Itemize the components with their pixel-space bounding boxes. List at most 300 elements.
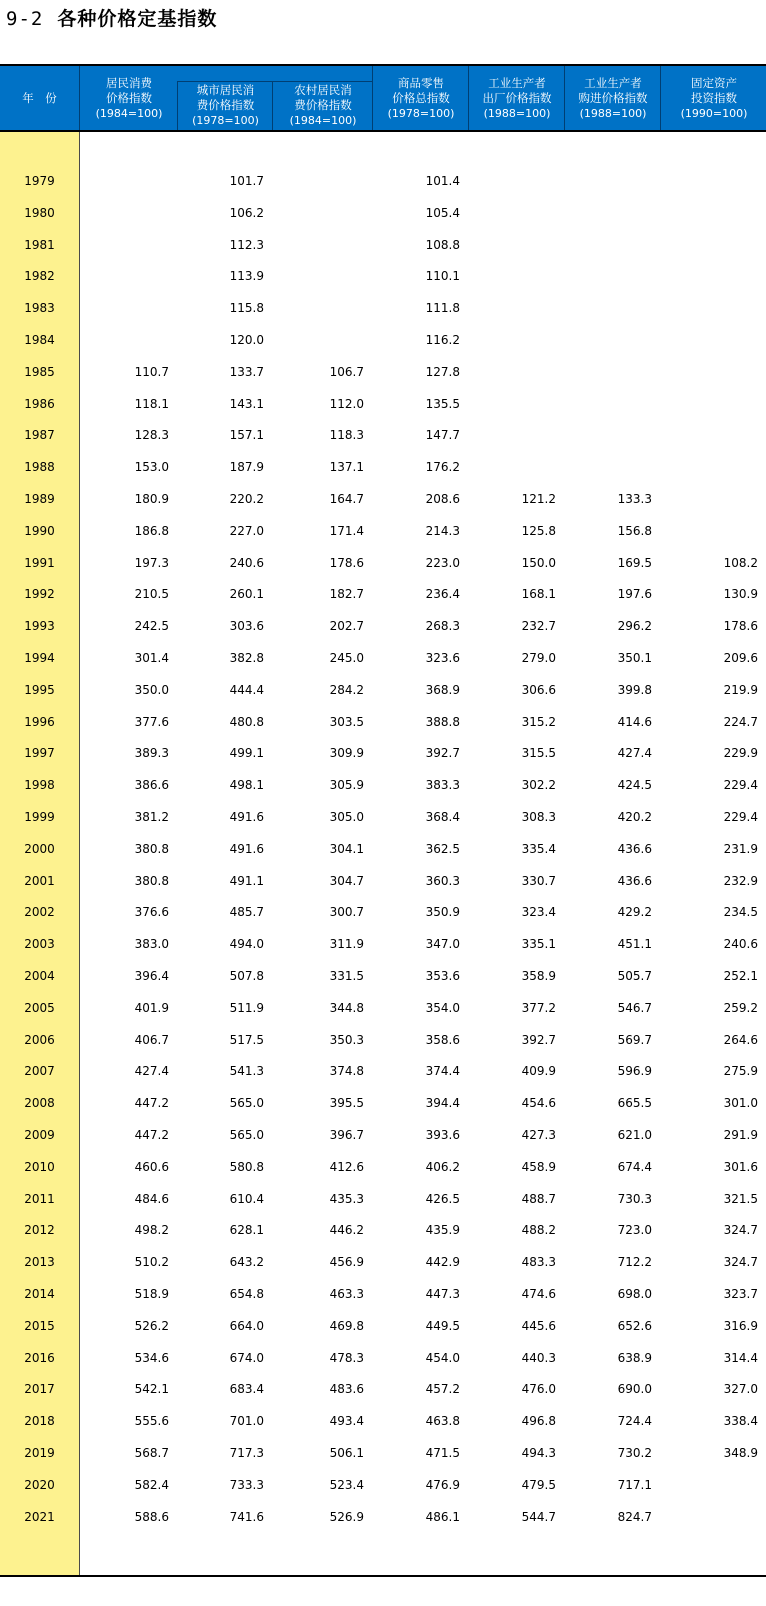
rural-cell: 171.4 — [329, 523, 364, 538]
fixed-cell: 321.5 — [723, 1191, 758, 1206]
resident-cell: 534.6 — [134, 1350, 169, 1365]
ppi-in-cell: 690.0 — [617, 1382, 652, 1397]
ppi-out-cell: 306.6 — [521, 682, 556, 697]
table-row — [0, 1374, 766, 1406]
ppi-in-cell: 546.7 — [617, 1000, 652, 1015]
resident-cell: 555.6 — [134, 1414, 169, 1429]
ppi-out-cell: 483.3 — [521, 1255, 556, 1270]
urban-cell: 491.6 — [229, 810, 264, 824]
resident-cell — [79, 261, 169, 293]
header-line: 工业生产者 — [584, 75, 642, 90]
retail-cell: 135.5 — [425, 396, 460, 411]
ppi-in-cell — [564, 420, 652, 452]
rural-cell: 396.7 — [329, 1128, 364, 1142]
fixed-cell — [660, 293, 758, 325]
retail-cell: 406.2 — [425, 1159, 460, 1174]
retail-cell: 116.2 — [425, 333, 460, 347]
resident-cell: 427.4 — [134, 1064, 169, 1079]
header-fixed-asset — [660, 66, 766, 130]
ppi-in-cell: 156.8 — [617, 523, 652, 538]
urban-cell: 498.1 — [229, 778, 264, 793]
rural-cell — [272, 230, 364, 262]
urban-cell: 717.3 — [229, 1446, 264, 1460]
resident-cell: 197.3 — [134, 555, 169, 570]
rural-cell: 350.3 — [329, 1032, 364, 1047]
table-row — [0, 1088, 766, 1120]
table-row — [0, 1343, 766, 1375]
ppi-in-cell: 451.1 — [617, 937, 652, 952]
table-bottom-rule — [0, 1575, 766, 1577]
year-cell: 1981 — [24, 237, 55, 252]
rural-cell: 456.9 — [329, 1255, 364, 1270]
retail-cell: 350.9 — [425, 905, 460, 920]
fixed-cell: 234.5 — [723, 905, 758, 920]
retail-cell: 223.0 — [425, 555, 460, 570]
rural-cell: 478.3 — [329, 1350, 364, 1365]
rural-cell: 435.3 — [329, 1191, 364, 1206]
table-row — [0, 802, 766, 834]
fixed-cell: 240.6 — [723, 937, 758, 952]
rural-cell: 395.5 — [329, 1096, 364, 1111]
urban-cell: 628.1 — [229, 1223, 264, 1238]
resident-cell: 386.6 — [134, 778, 169, 793]
year-cell: 2014 — [24, 1287, 55, 1301]
table-header — [0, 64, 766, 132]
fixed-cell — [660, 357, 758, 389]
ppi-out-cell: 125.8 — [521, 523, 556, 538]
urban-cell: 491.6 — [229, 841, 264, 856]
fixed-cell: 229.4 — [723, 810, 758, 824]
urban-cell: 565.0 — [229, 1096, 264, 1111]
rural-cell: 202.7 — [329, 619, 364, 634]
table-row — [0, 198, 766, 230]
table-row — [0, 548, 766, 580]
resident-cell — [79, 325, 169, 357]
ppi-out-cell: 168.1 — [521, 587, 556, 602]
year-cell: 1979 — [24, 174, 55, 188]
fixed-cell: 252.1 — [723, 969, 758, 983]
rural-cell: 106.7 — [329, 364, 364, 379]
rural-cell: 178.6 — [329, 555, 364, 570]
resident-cell: 389.3 — [134, 746, 169, 761]
resident-cell: 484.6 — [134, 1191, 169, 1206]
rural-cell: 493.4 — [329, 1414, 364, 1429]
ppi-out-cell: 454.6 — [521, 1096, 556, 1111]
urban-cell: 133.7 — [229, 364, 264, 379]
table-row — [0, 1438, 766, 1470]
rural-cell: 304.1 — [329, 841, 364, 856]
ppi-out-cell: 121.2 — [521, 492, 556, 506]
urban-cell: 664.0 — [229, 1318, 264, 1333]
ppi-in-cell: 197.6 — [617, 587, 652, 602]
urban-cell: 517.5 — [229, 1032, 264, 1047]
fixed-cell: 323.7 — [723, 1287, 758, 1301]
urban-cell: 480.8 — [229, 714, 264, 729]
urban-cell: 541.3 — [229, 1064, 264, 1079]
rural-cell: 446.2 — [329, 1223, 364, 1238]
resident-cell: 542.1 — [134, 1382, 169, 1397]
header-line: 费价格指数 — [294, 98, 352, 112]
fixed-cell: 224.7 — [723, 714, 758, 729]
ppi-out-cell — [468, 261, 556, 293]
table-title — [6, 6, 217, 32]
urban-cell: 382.8 — [229, 651, 264, 665]
table-row — [0, 1279, 766, 1311]
retail-cell: 383.3 — [425, 778, 460, 793]
retail-cell: 236.4 — [425, 587, 460, 602]
fixed-cell: 301.0 — [723, 1096, 758, 1111]
resident-cell: 350.0 — [134, 682, 169, 697]
ppi-in-cell: 569.7 — [617, 1032, 652, 1047]
urban-cell: 260.1 — [229, 587, 264, 602]
table-row — [0, 643, 766, 675]
header-line: 费价格指数 — [196, 98, 255, 112]
rural-cell: 305.0 — [329, 810, 364, 824]
urban-cell: 654.8 — [229, 1287, 264, 1301]
retail-cell: 476.9 — [425, 1477, 460, 1492]
year-cell: 1980 — [24, 205, 55, 220]
table-row — [0, 1184, 766, 1216]
ppi-in-cell: 429.2 — [617, 905, 652, 920]
resident-cell: 377.6 — [134, 714, 169, 729]
ppi-out-cell — [468, 452, 556, 484]
ppi-out-cell: 232.7 — [521, 619, 556, 634]
resident-cell — [79, 166, 169, 198]
resident-cell: 380.8 — [134, 873, 169, 888]
resident-cell: 210.5 — [134, 587, 169, 602]
rural-cell: 118.3 — [329, 428, 364, 443]
ppi-out-cell: 279.0 — [521, 651, 556, 665]
retail-cell: 368.9 — [425, 682, 460, 697]
resident-cell: 153.0 — [134, 460, 169, 475]
ppi-in-cell: 414.6 — [617, 714, 652, 729]
header-line: 居民消费 — [106, 75, 152, 90]
retail-cell: 127.8 — [425, 364, 460, 379]
header-line: 价格总指数 — [392, 90, 450, 105]
rural-cell: 506.1 — [329, 1446, 364, 1460]
table-row — [0, 1215, 766, 1247]
retail-cell: 176.2 — [425, 460, 460, 475]
header-subgroup-rule — [177, 81, 372, 82]
header-ppi-output — [468, 66, 565, 130]
resident-cell: 110.7 — [134, 364, 169, 379]
ppi-in-cell: 596.9 — [617, 1064, 652, 1079]
year-cell: 1994 — [24, 651, 55, 665]
ppi-in-cell — [564, 261, 652, 293]
ppi-out-cell: 488.2 — [521, 1223, 556, 1238]
header-urban-cpi — [177, 81, 273, 130]
table-row — [0, 834, 766, 866]
retail-cell: 101.4 — [425, 174, 460, 188]
fixed-cell: 108.2 — [723, 555, 758, 570]
retail-cell: 368.4 — [425, 810, 460, 824]
year-cell: 2000 — [24, 841, 55, 856]
rural-cell: 463.3 — [329, 1287, 364, 1301]
retail-cell: 392.7 — [425, 746, 460, 761]
table-row — [0, 325, 766, 357]
year-cell: 2005 — [24, 1000, 55, 1015]
retail-cell: 457.2 — [425, 1382, 460, 1397]
ppi-in-cell: 724.4 — [617, 1414, 652, 1429]
ppi-in-cell — [564, 325, 652, 357]
fixed-cell: 327.0 — [723, 1382, 758, 1397]
ppi-out-cell: 494.3 — [521, 1446, 556, 1460]
ppi-out-cell: 315.2 — [521, 714, 556, 729]
rural-cell: 412.6 — [329, 1159, 364, 1174]
resident-cell: 510.2 — [134, 1255, 169, 1270]
resident-cell: 588.6 — [134, 1509, 169, 1524]
retail-cell: 214.3 — [425, 523, 460, 538]
table-row — [0, 1247, 766, 1279]
year-cell: 2020 — [24, 1477, 55, 1492]
table-row — [0, 1406, 766, 1438]
year-cell: 2003 — [24, 937, 55, 952]
rural-cell: 303.5 — [329, 714, 364, 729]
retail-cell: 394.4 — [425, 1096, 460, 1111]
urban-cell: 674.0 — [229, 1350, 264, 1365]
year-cell: 1984 — [24, 333, 55, 347]
ppi-out-cell: 440.3 — [521, 1350, 556, 1365]
retail-cell: 360.3 — [425, 873, 460, 888]
table-row — [0, 230, 766, 262]
rural-cell: 112.0 — [329, 396, 364, 411]
rural-cell — [272, 166, 364, 198]
ppi-out-cell: 458.9 — [521, 1159, 556, 1174]
fixed-cell — [660, 452, 758, 484]
year-cell: 1989 — [24, 492, 55, 506]
fixed-cell: 264.6 — [723, 1032, 758, 1047]
ppi-in-cell: 712.2 — [617, 1255, 652, 1270]
ppi-out-cell: 496.8 — [521, 1414, 556, 1429]
year-cell: 2002 — [24, 905, 55, 920]
header-line: 工业生产者 — [488, 75, 546, 90]
resident-cell: 582.4 — [134, 1477, 169, 1492]
urban-cell: 120.0 — [229, 333, 264, 347]
header-line: 购进价格指数 — [578, 90, 648, 105]
resident-cell: 568.7 — [134, 1446, 169, 1460]
ppi-in-cell — [564, 166, 652, 198]
header-line: 价格指数 — [106, 90, 152, 105]
table-row — [0, 1311, 766, 1343]
ppi-in-cell: 717.1 — [617, 1477, 652, 1492]
retail-cell: 449.5 — [425, 1318, 460, 1333]
ppi-out-cell: 476.0 — [521, 1382, 556, 1397]
header-base: (1984=100) — [95, 106, 163, 120]
rural-cell: 182.7 — [329, 587, 364, 602]
resident-cell: 401.9 — [134, 1000, 169, 1015]
fixed-cell: 348.9 — [723, 1446, 758, 1460]
ppi-out-cell — [468, 420, 556, 452]
table-row — [0, 579, 766, 611]
ppi-in-cell: 824.7 — [617, 1509, 652, 1524]
ppi-out-cell: 392.7 — [521, 1032, 556, 1047]
fixed-cell: 291.9 — [723, 1128, 758, 1142]
ppi-in-cell: 505.7 — [617, 969, 652, 983]
header-year-label: 年 份 — [22, 90, 57, 105]
fixed-cell: 130.9 — [723, 587, 758, 602]
urban-cell: 580.8 — [229, 1159, 264, 1174]
rural-cell: 526.9 — [329, 1509, 364, 1524]
year-cell: 1992 — [24, 587, 55, 602]
urban-cell: 610.4 — [229, 1191, 264, 1206]
urban-cell: 485.7 — [229, 905, 264, 920]
resident-cell: 383.0 — [134, 937, 169, 952]
ppi-in-cell: 436.6 — [617, 841, 652, 856]
urban-cell: 511.9 — [229, 1000, 264, 1015]
table-row — [0, 1470, 766, 1502]
fixed-cell — [660, 198, 758, 230]
ppi-out-cell — [468, 166, 556, 198]
rural-cell — [272, 198, 364, 230]
rural-cell: 164.7 — [329, 492, 364, 506]
resident-cell: 118.1 — [134, 396, 169, 411]
fixed-cell — [660, 230, 758, 262]
fixed-cell: 324.7 — [723, 1223, 758, 1238]
table-row — [0, 293, 766, 325]
ppi-out-cell — [468, 325, 556, 357]
header-line: 商品零售 — [398, 75, 444, 90]
table-row — [0, 484, 766, 516]
table-row — [0, 1025, 766, 1057]
urban-cell: 494.0 — [229, 937, 264, 952]
fixed-cell: 229.4 — [723, 778, 758, 793]
urban-cell: 733.3 — [229, 1477, 264, 1492]
table-row — [0, 261, 766, 293]
ppi-in-cell: 730.3 — [617, 1191, 652, 1206]
year-cell: 2010 — [24, 1159, 55, 1174]
ppi-out-cell: 323.4 — [521, 905, 556, 920]
ppi-out-cell: 335.4 — [521, 841, 556, 856]
retail-cell: 388.8 — [425, 714, 460, 729]
year-cell: 2019 — [24, 1446, 55, 1460]
retail-cell: 426.5 — [425, 1191, 460, 1206]
ppi-in-cell: 427.4 — [617, 746, 652, 761]
fixed-cell — [660, 261, 758, 293]
resident-cell: 301.4 — [134, 651, 169, 665]
year-cell: 1985 — [24, 364, 55, 379]
table-row — [0, 929, 766, 961]
resident-cell: 128.3 — [134, 428, 169, 443]
table-row — [0, 1152, 766, 1184]
year-cell: 1988 — [24, 460, 55, 475]
ppi-out-cell — [468, 389, 556, 421]
fixed-cell — [660, 1470, 758, 1502]
ppi-out-cell: 150.0 — [521, 555, 556, 570]
retail-cell: 447.3 — [425, 1287, 460, 1301]
year-cell: 2012 — [24, 1223, 55, 1238]
table-row — [0, 707, 766, 739]
rural-cell: 311.9 — [329, 937, 364, 952]
header-line: 城市居民消 — [196, 83, 255, 97]
ppi-in-cell: 169.5 — [617, 555, 652, 570]
ppi-in-cell: 399.8 — [617, 682, 652, 697]
table-row — [0, 166, 766, 198]
ppi-out-cell: 479.5 — [521, 1477, 556, 1492]
rural-cell — [272, 261, 364, 293]
header-line: 投资指数 — [691, 90, 737, 105]
ppi-in-cell: 652.6 — [617, 1318, 652, 1333]
ppi-out-cell: 427.3 — [521, 1128, 556, 1142]
resident-cell: 518.9 — [134, 1287, 169, 1301]
ppi-in-cell: 665.5 — [617, 1096, 652, 1111]
rural-cell: 137.1 — [329, 460, 364, 475]
urban-cell: 491.1 — [229, 873, 264, 888]
year-cell: 2006 — [24, 1032, 55, 1047]
header-ppi-input — [564, 66, 661, 130]
resident-cell: 498.2 — [134, 1223, 169, 1238]
retail-cell: 147.7 — [425, 428, 460, 443]
year-cell: 2015 — [24, 1318, 55, 1333]
resident-cell: 460.6 — [134, 1159, 169, 1174]
rural-cell: 374.8 — [329, 1064, 364, 1079]
retail-cell: 454.0 — [425, 1350, 460, 1365]
ppi-out-cell — [468, 198, 556, 230]
ppi-in-cell: 621.0 — [617, 1128, 652, 1142]
rural-cell: 483.6 — [329, 1382, 364, 1397]
ppi-out-cell: 315.5 — [521, 746, 556, 761]
resident-cell: 406.7 — [134, 1032, 169, 1047]
urban-cell: 565.0 — [229, 1128, 264, 1142]
urban-cell: 115.8 — [229, 301, 264, 316]
rural-cell: 469.8 — [329, 1318, 364, 1333]
rural-cell: 304.7 — [329, 873, 364, 888]
fixed-cell: 275.9 — [723, 1064, 758, 1079]
retail-cell: 354.0 — [425, 1000, 460, 1015]
header-line: 出厂价格指数 — [482, 90, 552, 105]
fixed-cell: 338.4 — [723, 1414, 758, 1429]
rural-cell — [272, 293, 364, 325]
header-line: 农村居民消 — [294, 83, 352, 97]
table-row — [0, 357, 766, 389]
retail-cell: 268.3 — [425, 619, 460, 634]
retail-cell: 358.6 — [425, 1032, 460, 1047]
fixed-cell: 178.6 — [723, 619, 758, 634]
fixed-cell — [660, 1502, 758, 1534]
year-cell: 1997 — [24, 746, 55, 761]
fixed-cell: 231.9 — [723, 841, 758, 856]
ppi-in-cell: 698.0 — [617, 1287, 652, 1301]
ppi-out-cell: 330.7 — [521, 873, 556, 888]
resident-cell: 526.2 — [134, 1318, 169, 1333]
urban-cell: 741.6 — [229, 1509, 264, 1524]
year-cell: 2004 — [24, 969, 55, 983]
ppi-out-cell: 308.3 — [521, 810, 556, 824]
ppi-in-cell — [564, 357, 652, 389]
rural-cell: 331.5 — [329, 969, 364, 983]
retail-cell: 486.1 — [425, 1509, 460, 1524]
header-base: (1988=100) — [483, 106, 551, 120]
rural-cell: 245.0 — [329, 651, 364, 665]
table-row — [0, 738, 766, 770]
year-cell: 1987 — [24, 428, 55, 443]
ppi-in-cell: 296.2 — [617, 619, 652, 634]
ppi-in-cell — [564, 293, 652, 325]
rural-cell: 309.9 — [329, 746, 364, 761]
ppi-in-cell: 674.4 — [617, 1159, 652, 1174]
rural-cell: 523.4 — [329, 1477, 364, 1492]
fixed-cell: 324.7 — [723, 1255, 758, 1270]
fixed-cell: 229.9 — [723, 746, 758, 761]
retail-cell: 111.8 — [425, 301, 460, 316]
table-row — [0, 993, 766, 1025]
retail-cell: 374.4 — [425, 1064, 460, 1079]
urban-cell: 444.4 — [229, 682, 264, 697]
ppi-in-cell: 420.2 — [617, 810, 652, 824]
resident-cell: 447.2 — [134, 1096, 169, 1111]
table-number: 9-2 — [6, 8, 44, 30]
ppi-out-cell: 358.9 — [521, 969, 556, 983]
year-cell: 2001 — [24, 873, 55, 888]
